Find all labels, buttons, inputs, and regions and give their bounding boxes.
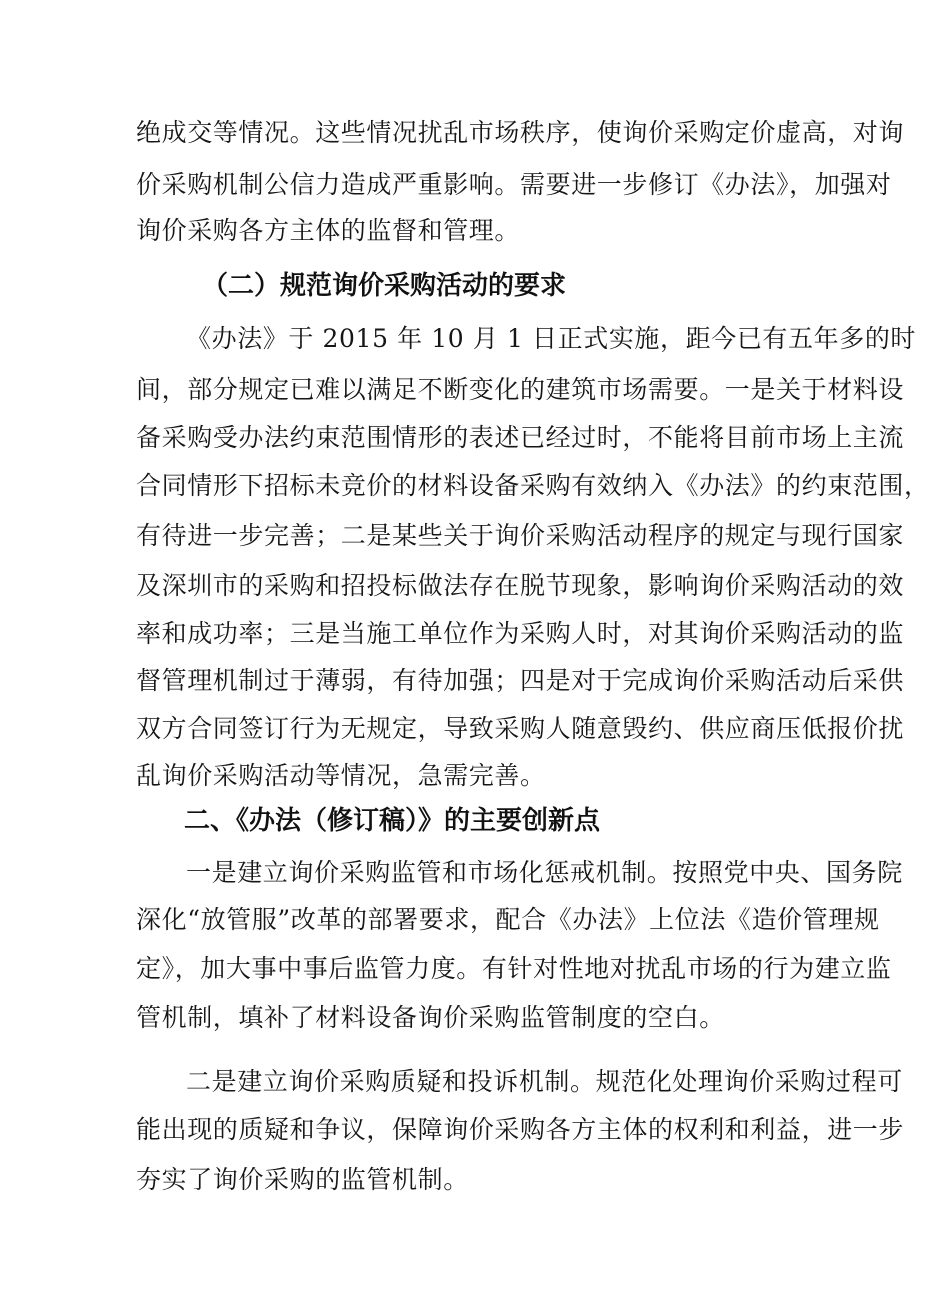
- paragraph-line: 定》，加大事中事后监管力度。有针对性地对扰乱市场的行为建立监: [136, 954, 892, 983]
- paragraph-line: 二是建立询价采购质疑和投诉机制。规范化处理询价采购过程可: [186, 1067, 903, 1096]
- paragraph-line: 间，部分规定已难以满足不断变化的建筑市场需要。一是关于材料设: [136, 375, 905, 404]
- paragraph-line: 督管理机制过于薄弱，有待加强；四是对于完成询价采购活动后采供: [136, 666, 905, 695]
- section-subheading: （二）规范询价采购活动的要求: [202, 271, 567, 301]
- paragraph-line: 一是建立询价采购监管和市场化惩戒机制。按照党中央、国务院: [186, 858, 903, 887]
- paragraph-line: 询价采购各方主体的监督和管理。: [136, 216, 521, 245]
- paragraph-line: 夯实了询价采购的监管机制。: [136, 1165, 469, 1194]
- paragraph-line: 绝成交等情况。这些情况扰乱市场秩序，使询价采购定价虚高，对询: [136, 118, 905, 147]
- paragraph-line: 有待进一步完善；二是某些关于询价采购活动程序的规定与现行国家: [136, 521, 905, 550]
- paragraph-line: 合同情形下招标未竞价的材料设备采购有效纳入《办法》的约束范围，: [136, 471, 930, 500]
- paragraph-line: 价采购机制公信力造成严重影响。需要进一步修订《办法》，加强对: [136, 170, 892, 199]
- paragraph-line: 能出现的质疑和争议，保障询价采购各方主体的权利和利益，进一步: [136, 1115, 905, 1144]
- paragraph-line: 备采购受办法约束范围情形的表述已经过时，不能将目前市场上主流: [136, 423, 905, 452]
- paragraph-line: 及深圳市的采购和招投标做法存在脱节现象，影响询价采购活动的效: [136, 571, 905, 600]
- paragraph-line: 《办法》于 2015 年 10 月 1 日正式实施，距今已有五年多的时: [186, 324, 917, 353]
- paragraph-line: 乱询价采购活动等情况，急需完善。: [136, 761, 546, 790]
- paragraph-line: 深化“放管服”改革的部署要求，配合《办法》上位法《造价管理规: [136, 905, 880, 934]
- paragraph-line: 双方合同签订行为无规定，导致采购人随意毁约、供应商压低报价扰: [136, 714, 905, 743]
- paragraph-line: 率和成功率；三是当施工单位作为采购人时，对其询价采购活动的监: [136, 619, 905, 648]
- paragraph-line: 管机制，填补了材料设备询价采购监管制度的空白。: [136, 1003, 725, 1032]
- section-heading: 二、《办法（修订稿）》的主要创新点: [184, 806, 601, 836]
